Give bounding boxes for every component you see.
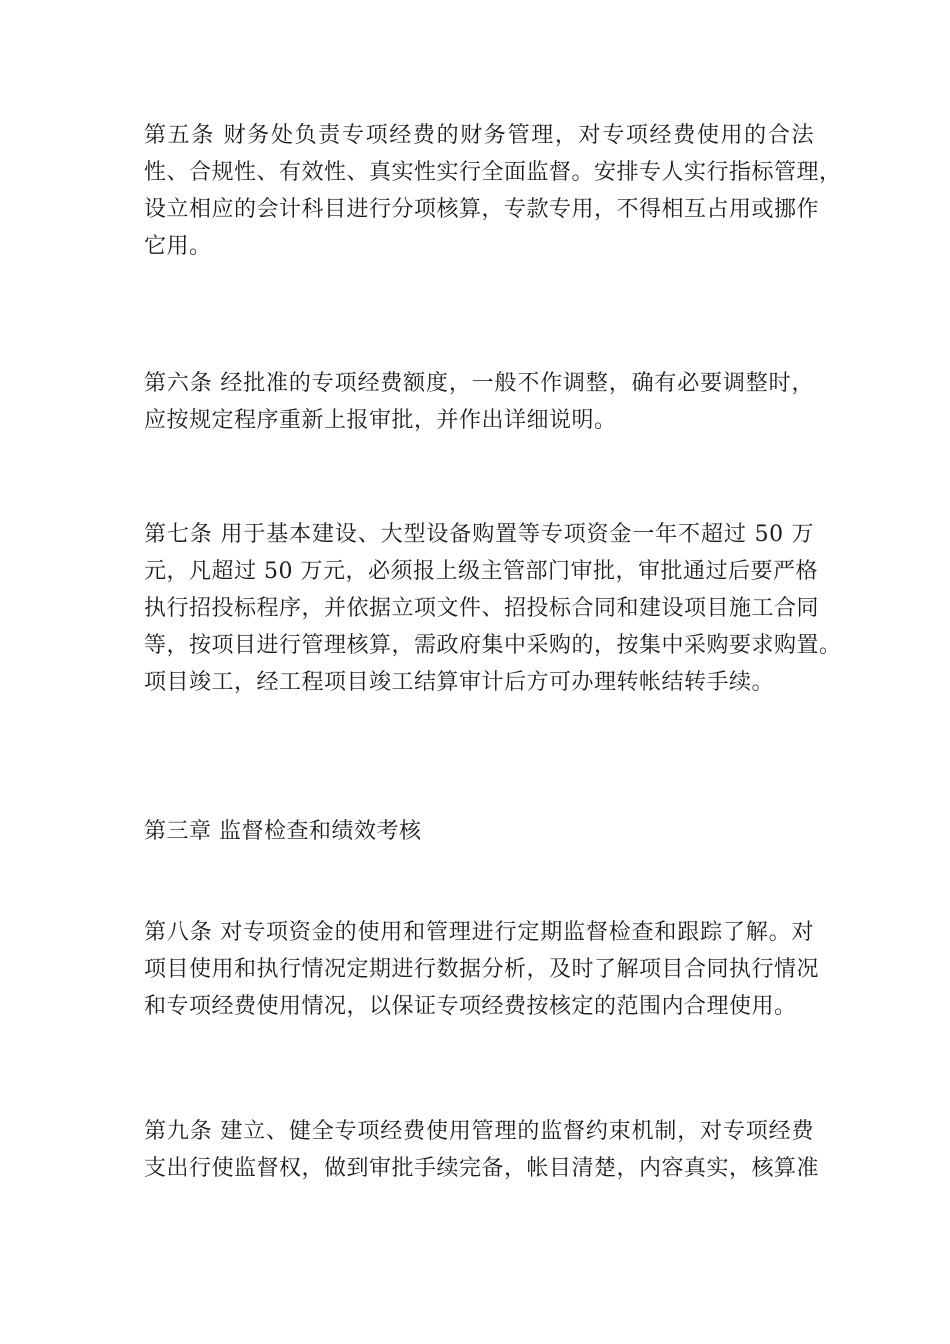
- article-7-line-4: 等，按项目进行管理核算，需政府集中采购的，按集中采购要求购置。: [144, 633, 842, 658]
- article-8-line-2: 项目使用和执行情况定期进行数据分析，及时了解项目合同执行情况: [144, 957, 820, 982]
- article-5-line-2: 性、合规性、有效性、真实性实行全面监督。安排专人实行指标管理，: [144, 160, 842, 185]
- article-7-line-1: 第七条 用于基本建设、大型设备购置等专项资金一年不超过 50 万: [144, 522, 814, 547]
- article-7-paragraph: [144, 516, 842, 701]
- article-9-line-1: 第九条 建立、健全专项经费使用管理的监督约束机制，对专项经费: [144, 1119, 814, 1144]
- article-5-paragraph: [144, 117, 842, 265]
- article-5-line-4: 它用。: [144, 234, 212, 259]
- chapter-3-heading: [144, 813, 814, 850]
- article-6-line-1: 第六条 经批准的专项经费额度，一般不作调整，确有必要调整时，: [144, 371, 814, 396]
- article-8-line-3: 和专项经费使用情况，以保证专项经费按核定的范围内合理使用。: [144, 994, 797, 1019]
- article-7-line-5: 项目竣工，经工程项目竣工结算审计后方可办理转帐结转手续。: [144, 670, 775, 695]
- article-8-line-1: 第八条 对专项资金的使用和管理进行定期监督检查和跟踪了解。对: [144, 920, 814, 945]
- article-5-line-1: 第五条 财务处负责专项经费的财务管理，对专项经费使用的合法: [144, 123, 814, 148]
- article-5-line-3: 设立相应的会计科目进行分项核算，专款专用，不得相互占用或挪作: [144, 197, 820, 222]
- article-9-paragraph: [144, 1113, 820, 1187]
- article-9-line-2: 支出行使监督权，做到审批手续完备，帐目清楚，内容真实，核算准: [144, 1156, 820, 1181]
- article-6-paragraph: [144, 365, 814, 439]
- article-6-line-2: 应按规定程序重新上报审批，并作出详细说明。: [144, 408, 617, 433]
- article-7-line-3: 执行招投标程序，并依据立项文件、招投标合同和建设项目施工合同: [144, 596, 820, 621]
- chapter-3-title: 第三章 监督检查和绩效考核: [144, 819, 422, 844]
- article-7-line-2: 元，凡超过 50 万元，必须报上级主管部门审批，审批通过后要严格: [144, 559, 818, 584]
- article-8-paragraph: [144, 914, 820, 1025]
